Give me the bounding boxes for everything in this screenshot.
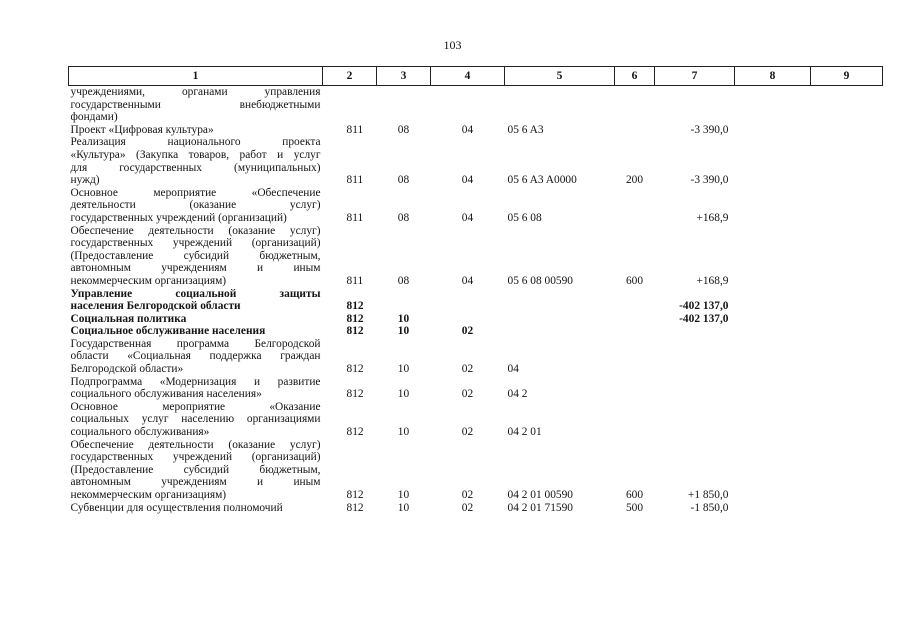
admin-code-cell: 812 (346, 501, 364, 514)
expense-type-cell (615, 86, 655, 124)
row-name-line: Белгородской области» (70, 363, 184, 376)
amount-cell (655, 376, 735, 401)
table-row (69, 376, 883, 401)
expense-type-cell (615, 187, 655, 225)
col8-cell (735, 338, 811, 376)
section-code-cell: 10 (397, 501, 410, 514)
section-code-cell (377, 86, 431, 124)
col9-cell (811, 502, 883, 515)
row-name-line: Социальное обслуживание населения (70, 325, 266, 338)
table-body (69, 86, 883, 515)
row-name-line: «Культура» (Закупка товаров, работ и услуг (70, 148, 321, 161)
row-name-line: Обеспечение деятельности (оказание услуг) (70, 438, 321, 451)
col8-cell (735, 313, 811, 326)
section-code-cell: 08 (397, 211, 410, 224)
row-name-line: Обеспечение деятельности (оказание услуг) (70, 224, 321, 237)
table-row (69, 401, 883, 439)
column-header-6: 6 (615, 67, 655, 86)
col8-cell (735, 325, 811, 338)
row-name (69, 401, 323, 439)
admin-code-cell: 812 (346, 489, 364, 501)
subsection-code-cell (431, 288, 505, 313)
row-name-line: области «Социальная поддержка граждан (70, 350, 321, 363)
col8-cell (735, 187, 811, 225)
row-name-line: Реализация национального проекта (70, 136, 321, 149)
section-code-cell: 10 (397, 363, 410, 376)
section-code-cell: 10 (397, 426, 410, 439)
admin-code-cell: 811 (346, 123, 364, 136)
row-name (69, 124, 323, 137)
row-name-line: автономным учреждениям и иным (70, 476, 321, 489)
row-name (69, 86, 323, 124)
subsection-code-cell: 02 (461, 426, 474, 439)
table-row (69, 288, 883, 313)
subsection-code-cell: 02 (461, 388, 474, 401)
col9-cell (811, 187, 883, 225)
admin-code-cell: 811 (346, 211, 364, 224)
expense-type-cell (615, 313, 655, 326)
row-name-line: (Предоставление субсидий бюджетным, (70, 249, 321, 262)
row-name-line: некоммерческим организациям) (70, 489, 227, 501)
row-name (69, 225, 323, 288)
amount-cell: +168,9 (696, 211, 729, 224)
row-name-line: Основное мероприятие «Оказание (70, 400, 321, 413)
row-name-line: социального обслуживания» (70, 426, 210, 439)
amount-cell (655, 338, 735, 376)
col8-cell (735, 401, 811, 439)
row-name-line: государственными внебюджетными (70, 98, 321, 111)
col8-cell (735, 288, 811, 313)
target-article-cell: 04 2 01 00590 (507, 489, 573, 501)
table-row (69, 187, 883, 225)
amount-cell: -3 390,0 (690, 123, 729, 136)
section-code-cell: 10 (397, 325, 410, 338)
row-name (69, 288, 323, 313)
target-article-cell: 04 2 (507, 388, 528, 401)
subsection-code-cell (431, 313, 505, 326)
row-name (69, 187, 323, 225)
target-article-cell: 04 2 01 (507, 426, 542, 439)
row-name-line: для государственных (муниципальных) (70, 161, 321, 174)
row-name-line: учреждениями, органами управления (70, 86, 321, 98)
budget-table (68, 66, 883, 514)
admin-code-cell: 812 (346, 325, 364, 338)
admin-code-cell: 812 (346, 300, 364, 313)
col9-cell (811, 338, 883, 376)
row-name-line: Основное мероприятие «Обеспечение (70, 186, 321, 199)
row-name-line: деятельности (оказание услуг) (70, 199, 321, 212)
target-article-cell: 04 2 01 71590 (507, 501, 573, 514)
subsection-code-cell: 02 (461, 363, 474, 376)
amount-cell: +1 850,0 (687, 489, 729, 501)
header-row (69, 67, 883, 86)
table-row (69, 313, 883, 326)
section-code-cell (377, 288, 431, 313)
col9-cell (811, 136, 883, 186)
amount-cell: +168,9 (696, 274, 729, 287)
column-header-1: 1 (69, 67, 323, 86)
subsection-code-cell: 04 (461, 174, 474, 187)
row-name-line: Государственная программа Белгородской (70, 337, 321, 350)
row-name-line: Социальная политика (70, 312, 187, 325)
table-row (69, 502, 883, 515)
subsection-code-cell: 04 (461, 274, 474, 287)
table-header (69, 67, 883, 86)
table-row (69, 225, 883, 288)
section-code-cell: 10 (397, 489, 410, 501)
amount-cell (655, 401, 735, 439)
table-row (69, 86, 883, 124)
section-code-cell: 08 (397, 274, 410, 287)
amount-cell: -1 850,0 (690, 501, 729, 514)
row-name-line: Субвенции для осуществления полномочий (70, 501, 283, 514)
table-row (69, 325, 883, 338)
subsection-code-cell: 04 (461, 211, 474, 224)
col9-cell (811, 401, 883, 439)
subsection-code-cell: 02 (461, 325, 474, 338)
amount-cell: -402 137,0 (679, 312, 729, 325)
expense-type-cell: 500 (625, 501, 644, 514)
row-name-line: государственных учреждений (организаций) (70, 237, 321, 250)
expense-type-cell (615, 401, 655, 439)
admin-code-cell: 811 (346, 274, 364, 287)
col9-cell (811, 325, 883, 338)
subsection-code-cell: 02 (461, 501, 474, 514)
row-name-line: Проект «Цифровая культура» (70, 123, 214, 136)
row-name-line: государственных учреждений (организаций) (70, 451, 321, 464)
row-name (69, 325, 323, 338)
admin-code-cell: 812 (346, 363, 364, 376)
column-header-7: 7 (655, 67, 735, 86)
target-article-cell: 05 6 A3 (507, 123, 544, 136)
table-row (69, 338, 883, 376)
subsection-code-cell: 04 (461, 123, 474, 136)
target-article-cell: 05 6 08 00590 (507, 274, 573, 287)
section-code-cell: 10 (397, 312, 410, 325)
col8-cell (735, 439, 811, 502)
target-article-cell: 05 6 A3 A0000 (507, 174, 577, 187)
row-name-line: государственных учреждений (организаций) (70, 211, 287, 224)
amount-cell (655, 86, 735, 124)
row-name (69, 313, 323, 326)
col8-cell (735, 124, 811, 137)
row-name-line: Управление социальной защиты (70, 287, 321, 300)
amount-cell: -3 390,0 (690, 174, 729, 187)
column-header-8: 8 (735, 67, 811, 86)
row-name (69, 376, 323, 401)
col9-cell (811, 313, 883, 326)
amount-cell: -402 137,0 (679, 300, 729, 313)
col8-cell (735, 376, 811, 401)
table-row (69, 439, 883, 502)
table-row (69, 136, 883, 186)
column-header-3: 3 (377, 67, 431, 86)
col9-cell (811, 225, 883, 288)
row-name-line: Подпрограмма «Модернизация и развитие (70, 375, 321, 388)
target-article-cell (505, 313, 615, 326)
column-header-5: 5 (505, 67, 615, 86)
target-article-cell: 04 (507, 363, 519, 376)
expense-type-cell (615, 288, 655, 313)
row-name (69, 502, 323, 515)
column-header-4: 4 (431, 67, 505, 86)
col8-cell (735, 86, 811, 124)
col9-cell (811, 439, 883, 502)
row-name-line: населения Белгородской области (70, 300, 241, 313)
expense-type-cell (615, 124, 655, 137)
row-name-line: нужд) (70, 174, 100, 187)
col8-cell (735, 136, 811, 186)
row-name-line: (Предоставление субсидий бюджетным, (70, 463, 321, 476)
row-name (69, 338, 323, 376)
target-article-cell (505, 86, 615, 124)
admin-code-cell: 811 (346, 174, 364, 187)
subsection-code-cell: 02 (461, 489, 474, 501)
expense-type-cell: 600 (625, 489, 644, 501)
admin-code-cell: 812 (346, 388, 364, 401)
table-row (69, 124, 883, 137)
section-code-cell: 08 (397, 174, 410, 187)
row-name-line: фондами) (70, 111, 118, 124)
column-header-2: 2 (323, 67, 377, 86)
target-article-cell (505, 288, 615, 313)
target-article-cell (505, 325, 615, 338)
expense-type-cell (615, 338, 655, 376)
expense-type-cell: 600 (625, 274, 644, 287)
col9-cell (811, 124, 883, 137)
row-name-line: социального обслуживания населения» (70, 388, 262, 401)
section-code-cell: 10 (397, 388, 410, 401)
admin-code-cell (323, 86, 377, 124)
page-number: 103 (443, 38, 462, 52)
expense-type-cell (615, 376, 655, 401)
row-name (69, 136, 323, 186)
col8-cell (735, 225, 811, 288)
col9-cell (811, 86, 883, 124)
col9-cell (811, 288, 883, 313)
row-name-line: некоммерческим организациям) (70, 274, 227, 287)
subsection-code-cell (431, 86, 505, 124)
expense-type-cell: 200 (625, 174, 644, 187)
admin-code-cell: 812 (346, 312, 364, 325)
row-name-line: социальных услуг населению организациями (70, 413, 321, 426)
col9-cell (811, 376, 883, 401)
amount-cell (655, 325, 735, 338)
column-header-9: 9 (811, 67, 883, 86)
row-name-line: автономным учреждениям и иным (70, 262, 321, 275)
section-code-cell: 08 (397, 123, 410, 136)
expense-type-cell (615, 325, 655, 338)
target-article-cell: 05 6 08 (507, 211, 542, 224)
row-name (69, 439, 323, 502)
col8-cell (735, 502, 811, 515)
admin-code-cell: 812 (346, 426, 364, 439)
